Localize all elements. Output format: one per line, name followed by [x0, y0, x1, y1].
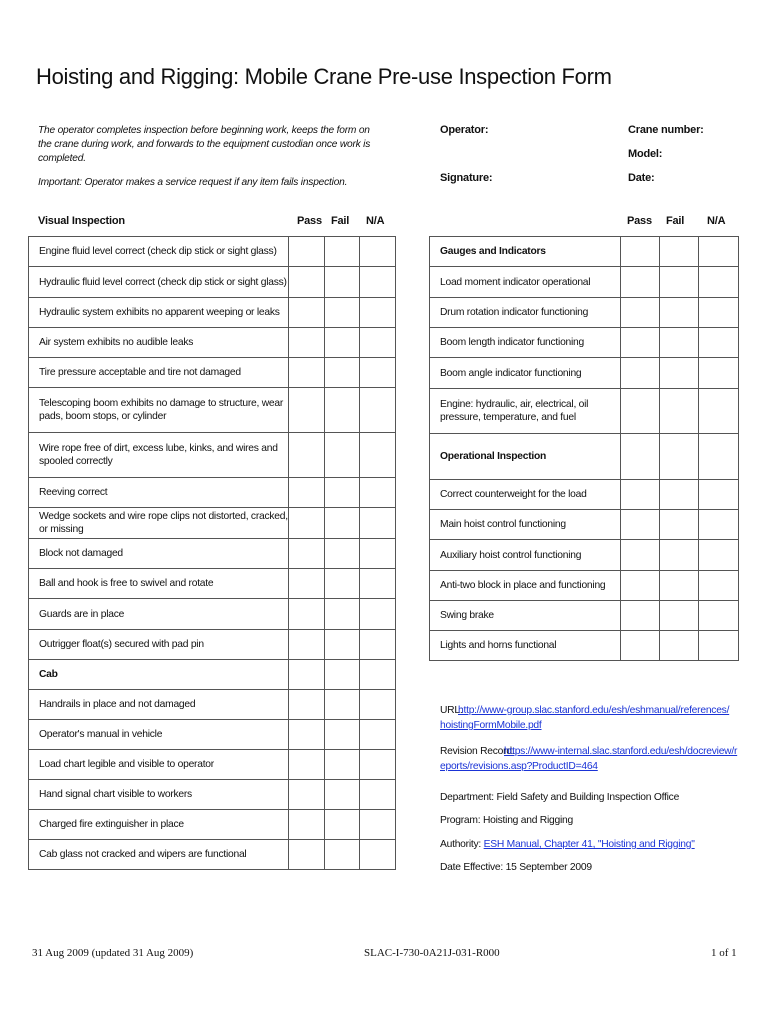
fail-checkbox-cell[interactable]: [325, 478, 360, 508]
inspection-item: Telescoping boom exhibits no damage to structure, wear pads, boom stops, or cylinder: [29, 388, 289, 433]
inspection-row: [29, 358, 396, 388]
inspection-item: Hydraulic system exhibits no apparent weeping or leaks: [29, 298, 289, 328]
na-checkbox-cell[interactable]: [360, 328, 396, 358]
inspection-item: Air system exhibits no audible leaks: [29, 328, 289, 358]
pass-checkbox-cell[interactable]: [621, 480, 660, 510]
url-label: URL:: [440, 705, 463, 716]
inspection-row: [430, 571, 739, 601]
pass-checkbox-cell[interactable]: [289, 388, 325, 433]
na-checkbox-cell[interactable]: [699, 328, 739, 358]
fail-checkbox-cell[interactable]: [325, 840, 360, 870]
fail-checkbox-cell[interactable]: [325, 298, 360, 328]
fail-checkbox-cell[interactable]: [325, 569, 360, 599]
fail-header: Fail: [331, 215, 350, 227]
pass-checkbox-cell[interactable]: [289, 690, 325, 720]
pass-header-right: Pass: [627, 215, 652, 227]
pass-checkbox-cell[interactable]: [289, 508, 325, 539]
department: Department: Field Safety and Building Inspection Office: [440, 792, 680, 803]
inspection-item: Tire pressure acceptable and tire not damaged: [29, 358, 289, 388]
inspection-row: [29, 720, 396, 750]
fail-checkbox-cell[interactable]: [325, 388, 360, 433]
revision-link[interactable]: https://www-internal.slac.stanford.edu/esh/docreview/reports/revisions.asp?ProductID=464: [440, 746, 738, 772]
section-row: [29, 660, 396, 690]
fail-checkbox-cell[interactable]: [660, 358, 699, 389]
pass-checkbox-cell[interactable]: [289, 237, 325, 267]
inspection-item: Reeving correct: [29, 478, 289, 508]
fail-checkbox-cell[interactable]: [325, 433, 360, 478]
pass-checkbox-cell[interactable]: [621, 328, 660, 358]
fail-checkbox-cell[interactable]: [325, 328, 360, 358]
instructions-text: The operator completes inspection before beginning work, keeps the form on the crane during work, and forwards to the equipment custodian once work is completed.: [38, 125, 371, 164]
na-checkbox-cell[interactable]: [360, 539, 396, 569]
inspection-item: Operator's manual in vehicle: [29, 720, 289, 750]
na-checkbox-cell[interactable]: [360, 237, 396, 267]
inspection-row: [29, 539, 396, 569]
url-line: [440, 703, 730, 733]
pass-checkbox-cell[interactable]: [289, 358, 325, 388]
gauges-operational-table: [429, 236, 739, 661]
important-note: Important: Operator makes a service request if any item fails inspection.: [38, 177, 348, 188]
fail-checkbox-cell[interactable]: [660, 328, 699, 358]
fail-checkbox-cell[interactable]: [660, 510, 699, 540]
fail-checkbox-cell[interactable]: [325, 267, 360, 298]
inspection-row: [29, 508, 396, 539]
inspection-item: Load moment indicator operational: [430, 267, 621, 298]
fail-checkbox-cell[interactable]: [660, 480, 699, 510]
inspection-item: Wedge sockets and wire rope clips not distorted, cracked, or missing: [29, 508, 289, 539]
section-row: [430, 237, 739, 267]
pass-checkbox-cell[interactable]: [289, 539, 325, 569]
footer-doc-id: SLAC-I-730-0A21J-031-R000: [364, 947, 500, 959]
pass-checkbox-cell[interactable]: [621, 510, 660, 540]
section-heading: Operational Inspection: [430, 434, 621, 480]
na-checkbox-cell[interactable]: [699, 298, 739, 328]
authority-label: Authority:: [440, 839, 481, 850]
fail-checkbox-cell[interactable]: [325, 599, 360, 630]
inspection-item: Engine fluid level correct (check dip stick or sight glass): [29, 237, 289, 267]
inspection-item: Charged fire extinguisher in place: [29, 810, 289, 840]
na-checkbox-cell[interactable]: [699, 389, 739, 434]
pass-checkbox-cell[interactable]: [289, 780, 325, 810]
na-header: N/A: [366, 215, 385, 227]
fail-checkbox-cell[interactable]: [660, 389, 699, 434]
pass-checkbox-cell: [621, 434, 660, 480]
pass-checkbox-cell[interactable]: [621, 267, 660, 298]
na-checkbox-cell[interactable]: [360, 720, 396, 750]
inspection-row: [430, 298, 739, 328]
date-label: Date:: [628, 172, 655, 184]
na-checkbox-cell[interactable]: [360, 267, 396, 298]
section-heading: Cab: [29, 660, 289, 690]
na-checkbox-cell[interactable]: [360, 358, 396, 388]
footer-date: 31 Aug 2009 (updated 31 Aug 2009): [32, 947, 194, 959]
inspection-row: [430, 631, 739, 661]
fail-checkbox-cell[interactable]: [325, 358, 360, 388]
inspection-row: [430, 480, 739, 510]
inspection-row: [29, 478, 396, 508]
fail-checkbox-cell[interactable]: [325, 539, 360, 569]
na-checkbox-cell: [360, 660, 396, 690]
pass-checkbox-cell[interactable]: [621, 298, 660, 328]
pass-checkbox-cell[interactable]: [289, 599, 325, 630]
fail-checkbox-cell: [660, 434, 699, 480]
na-checkbox-cell[interactable]: [360, 298, 396, 328]
inspection-item: Anti-two block in place and functioning: [430, 571, 621, 601]
pass-checkbox-cell[interactable]: [289, 720, 325, 750]
inspection-row: [29, 599, 396, 630]
na-checkbox-cell[interactable]: [360, 508, 396, 539]
authority-line: [440, 837, 695, 852]
na-checkbox-cell[interactable]: [699, 601, 739, 631]
inspection-item: Hydraulic fluid level correct (check dip stick or sight glass): [29, 267, 289, 298]
na-checkbox-cell[interactable]: [360, 433, 396, 478]
pass-checkbox-cell[interactable]: [289, 433, 325, 478]
fail-checkbox-cell[interactable]: [325, 508, 360, 539]
inspection-item: Handrails in place and not damaged: [29, 690, 289, 720]
na-checkbox-cell[interactable]: [360, 750, 396, 780]
fail-checkbox-cell[interactable]: [660, 298, 699, 328]
pass-checkbox-cell[interactable]: [621, 571, 660, 601]
inspection-row: [29, 328, 396, 358]
pass-checkbox-cell[interactable]: [621, 631, 660, 661]
footer-page: 1 of 1: [711, 947, 737, 959]
pass-checkbox-cell[interactable]: [289, 267, 325, 298]
pass-checkbox-cell[interactable]: [289, 810, 325, 840]
date-effective: Date Effective: 15 September 2009: [440, 862, 592, 873]
inspection-row: [430, 510, 739, 540]
pass-header: Pass: [297, 215, 322, 227]
pass-checkbox-cell[interactable]: [621, 601, 660, 631]
na-checkbox-cell[interactable]: [699, 358, 739, 389]
na-checkbox-cell[interactable]: [360, 840, 396, 870]
instructions: [38, 124, 383, 190]
inspection-item: Lights and horns functional: [430, 631, 621, 661]
inspection-item: Guards are in place: [29, 599, 289, 630]
na-checkbox-cell[interactable]: [699, 267, 739, 298]
pass-checkbox-cell[interactable]: [289, 569, 325, 599]
inspection-row: [29, 750, 396, 780]
pass-checkbox-cell[interactable]: [621, 358, 660, 389]
fail-checkbox-cell[interactable]: [660, 601, 699, 631]
inspection-item: Boom angle indicator functioning: [430, 358, 621, 389]
operator-label: Operator:: [440, 124, 489, 136]
inspection-item: Main hoist control functioning: [430, 510, 621, 540]
inspection-item: Engine: hydraulic, air, electrical, oil pressure, temperature, and fuel: [430, 389, 621, 434]
fail-checkbox-cell: [660, 237, 699, 267]
fail-checkbox-cell[interactable]: [325, 720, 360, 750]
inspection-row: [430, 328, 739, 358]
na-header-right: N/A: [707, 215, 726, 227]
fail-checkbox-cell[interactable]: [325, 690, 360, 720]
signature-label: Signature:: [440, 172, 493, 184]
inspection-item: Boom length indicator functioning: [430, 328, 621, 358]
authority-link[interactable]: ESH Manual, Chapter 41, "Hoisting and Rigging": [483, 839, 695, 850]
section-row: [430, 434, 739, 480]
fail-checkbox-cell[interactable]: [660, 571, 699, 601]
fail-checkbox-cell[interactable]: [325, 237, 360, 267]
inspection-row: [430, 389, 739, 434]
inspection-item: Auxiliary hoist control functioning: [430, 540, 621, 571]
inspection-item: Block not damaged: [29, 539, 289, 569]
na-checkbox-cell[interactable]: [360, 690, 396, 720]
na-checkbox-cell[interactable]: [699, 540, 739, 571]
inspection-row: [29, 690, 396, 720]
fail-checkbox-cell: [325, 660, 360, 690]
inspection-row: [29, 840, 396, 870]
inspection-row: [29, 433, 396, 478]
pass-checkbox-cell[interactable]: [289, 750, 325, 780]
na-checkbox-cell[interactable]: [360, 388, 396, 433]
fail-header-right: Fail: [666, 215, 685, 227]
program: Program: Hoisting and Rigging: [440, 815, 573, 826]
pass-checkbox-cell[interactable]: [289, 630, 325, 660]
inspection-row: [29, 237, 396, 267]
na-checkbox-cell[interactable]: [360, 478, 396, 508]
inspection-item: Swing brake: [430, 601, 621, 631]
visual-inspection-header: Visual Inspection: [38, 215, 125, 227]
inspection-row: [29, 630, 396, 660]
pass-checkbox-cell: [289, 660, 325, 690]
na-checkbox-cell: [699, 237, 739, 267]
inspection-row: [430, 540, 739, 571]
na-checkbox-cell[interactable]: [699, 510, 739, 540]
visual-inspection-table: [28, 236, 396, 870]
page-title: Hoisting and Rigging: Mobile Crane Pre-use Inspection Form: [36, 64, 612, 89]
inspection-row: [29, 298, 396, 328]
inspection-row: [29, 569, 396, 599]
inspection-row: [29, 780, 396, 810]
pass-checkbox-cell: [621, 237, 660, 267]
inspection-item: Drum rotation indicator functioning: [430, 298, 621, 328]
inspection-item: Hand signal chart visible to workers: [29, 780, 289, 810]
fail-checkbox-cell[interactable]: [325, 750, 360, 780]
fail-checkbox-cell[interactable]: [660, 540, 699, 571]
na-checkbox-cell: [699, 434, 739, 480]
na-checkbox-cell[interactable]: [360, 630, 396, 660]
pass-checkbox-cell[interactable]: [289, 298, 325, 328]
inspection-item: Load chart legible and visible to operator: [29, 750, 289, 780]
na-checkbox-cell[interactable]: [360, 599, 396, 630]
inspection-row: [29, 267, 396, 298]
na-checkbox-cell[interactable]: [360, 780, 396, 810]
crane-number-label: Crane number:: [628, 124, 704, 136]
inspection-item: Ball and hook is free to swivel and rotate: [29, 569, 289, 599]
pass-checkbox-cell[interactable]: [289, 840, 325, 870]
na-checkbox-cell[interactable]: [699, 480, 739, 510]
section-heading: Gauges and Indicators: [430, 237, 621, 267]
pass-checkbox-cell[interactable]: [289, 328, 325, 358]
revision-label: Revision Record:: [440, 746, 515, 757]
fail-checkbox-cell[interactable]: [660, 267, 699, 298]
inspection-item: Wire rope free of dirt, excess lube, kinks, and wires and spooled correctly: [29, 433, 289, 478]
inspection-row: [29, 388, 396, 433]
pass-checkbox-cell[interactable]: [621, 540, 660, 571]
na-checkbox-cell[interactable]: [360, 569, 396, 599]
fail-checkbox-cell[interactable]: [660, 631, 699, 661]
inspection-row: [29, 810, 396, 840]
inspection-item: Cab glass not cracked and wipers are functional: [29, 840, 289, 870]
na-checkbox-cell[interactable]: [360, 810, 396, 840]
pass-checkbox-cell[interactable]: [621, 389, 660, 434]
fail-checkbox-cell[interactable]: [325, 780, 360, 810]
inspection-item: Outrigger float(s) secured with pad pin: [29, 630, 289, 660]
inspection-row: [430, 601, 739, 631]
url-link[interactable]: http://www-group.slac.stanford.edu/esh/eshmanual/references/hoistingFormMobile.pdf: [440, 705, 730, 731]
revision-line: [440, 744, 740, 774]
fail-checkbox-cell[interactable]: [325, 630, 360, 660]
inspection-row: [430, 358, 739, 389]
model-label: Model:: [628, 148, 663, 160]
fail-checkbox-cell[interactable]: [325, 810, 360, 840]
inspection-item: Correct counterweight for the load: [430, 480, 621, 510]
na-checkbox-cell[interactable]: [699, 631, 739, 661]
inspection-row: [430, 267, 739, 298]
na-checkbox-cell[interactable]: [699, 571, 739, 601]
pass-checkbox-cell[interactable]: [289, 478, 325, 508]
